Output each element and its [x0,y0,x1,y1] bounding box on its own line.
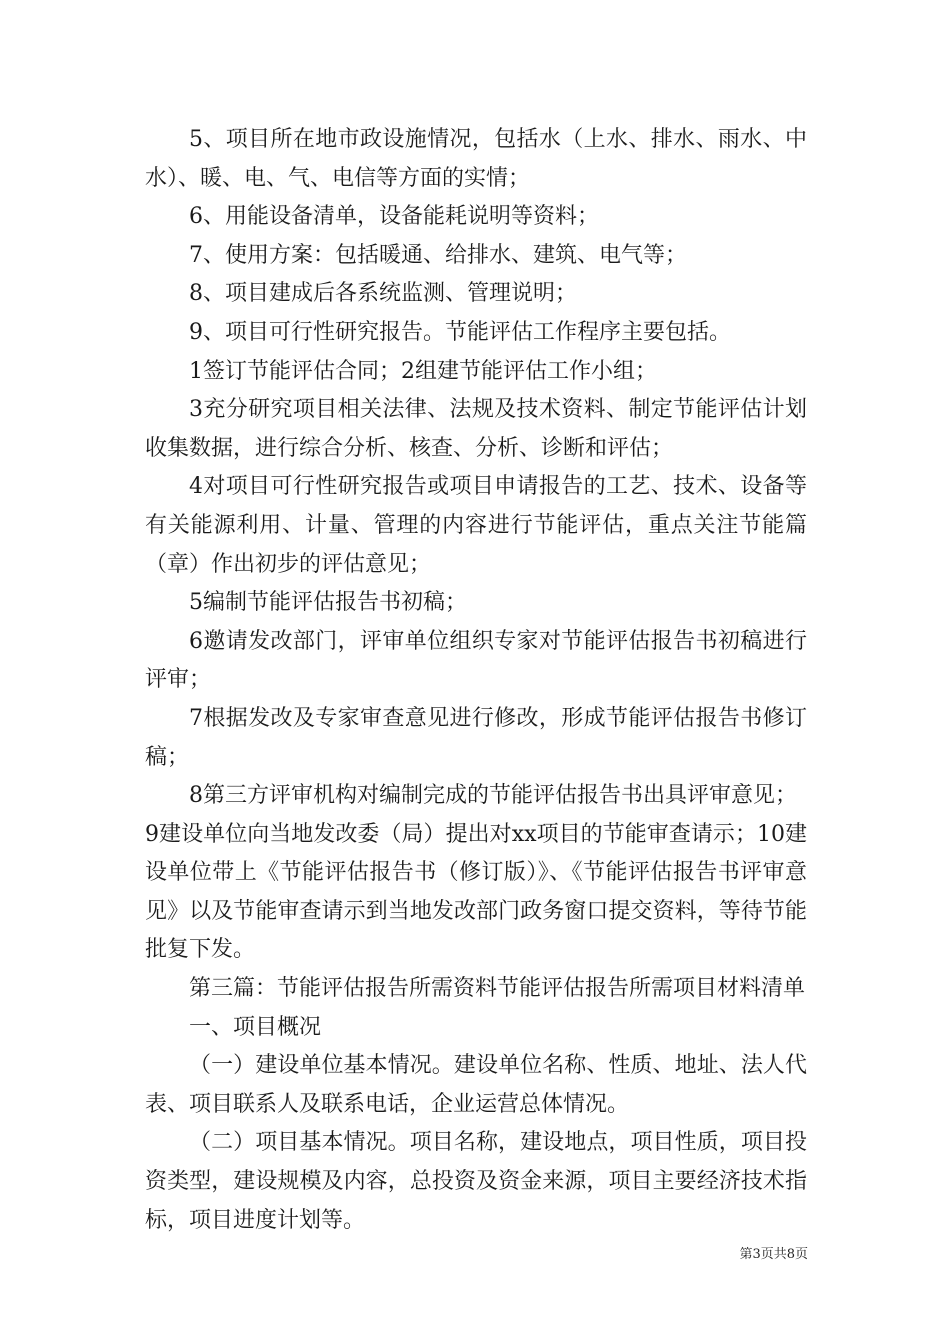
paragraph-step-1-2: 1签订节能评估合同；2组建节能评估工作小组； [189,358,657,384]
paragraph-step-9-10: 9建设单位向当地发改委（局）提出对xx项目的节能审查请示；10建设单位带上《节能评估报告书（修订版）》、《节能评估报告书评审意见》以及节能审查请示到当地发改部门政务窗口提交资料，等待节能批复下发。 [145,821,807,963]
paragraph-step-5: 5编制节能评估报告书初稿； [189,590,467,616]
section-heading-part-three: 第三篇：节能评估报告所需资料节能评估报告所需项目材料清单 [189,976,806,1002]
paragraph-step-7: 7根据发改及专家审查意见进行修改，形成节能评估报告书修订稿； [145,705,807,770]
paragraph-project-info: （二）项目基本情况。项目名称，建设地点，项目性质，项目投资类型，建设规模及内容，总投资及资金来源，项目主要经济技术指标，项目进度计划等。 [145,1130,807,1233]
paragraph-equipment-list: 6、用能设备清单，设备能耗说明等资料； [189,204,599,230]
paragraph-step-3: 3充分研究项目相关法律、法规及技术资料、制定节能评估计划收集数据，进行综合分析、核查、分析、诊断和评估； [145,397,807,461]
page-number-footer: 第3页共8页 [739,1247,808,1262]
paragraph-system-monitoring: 8、项目建成后各系统监测、管理说明； [189,281,577,307]
paragraph-feasibility-report: 9、项目可行性研究报告。节能评估工作程序主要包括。 [189,319,731,345]
paragraph-step-6: 6邀请发改部门，评审单位组织专家对节能评估报告书初稿进行评审； [145,628,807,693]
paragraph-usage-plan: 7、使用方案：包括暖通、给排水、建筑、电气等； [189,242,687,268]
document-body [145,121,807,1240]
paragraph-step-8: 8第三方评审机构对编制完成的节能评估报告书出具评审意见； [189,783,797,809]
paragraph-step-4: 4对项目可行性研究报告或项目申请报告的工艺、技术、设备等有关能源利用、计量、管理的内容进行节能评估，重点关注节能篇（章）作出初步的评估意见； [145,474,807,577]
section-heading-project-overview: 一、项目概况 [189,1014,322,1040]
paragraph-municipal-facilities: 5、项目所在地市政设施情况，包括水（上水、排水、雨水、中水）、暖、电、气、电信等方面的实情； [145,127,807,191]
paragraph-builder-info: （一）建设单位基本情况。建设单位名称、性质、地址、法人代表、项目联系人及联系电话，企业运营总体情况。 [145,1053,807,1117]
